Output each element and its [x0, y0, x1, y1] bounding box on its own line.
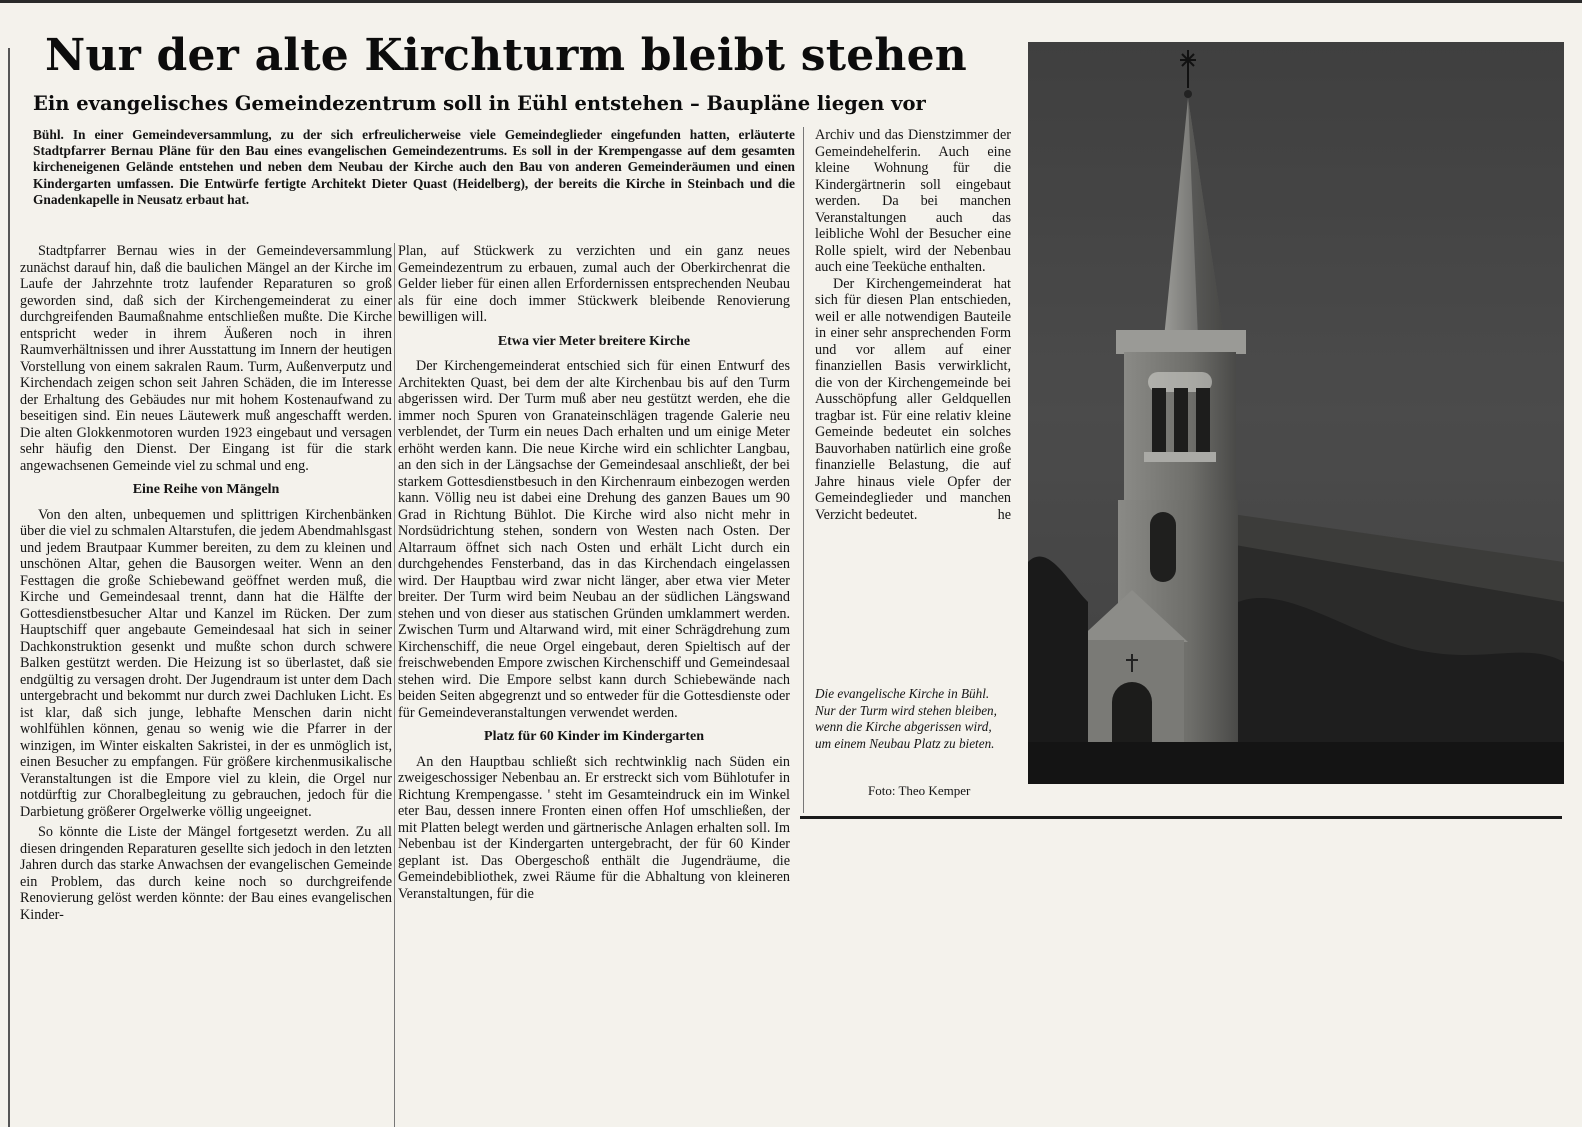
- belfry-window-right: [1196, 388, 1210, 452]
- section-rule: [800, 816, 1562, 819]
- section-heading: Etwa vier Meter breitere Kirche: [497, 333, 691, 349]
- column-divider: [803, 127, 804, 813]
- lead-paragraph: Bühl. In einer Gemeindeversammlung, zu der sich erfreulicherweise viele Gemeindeglieder eingefunden hatten, erläuterte Stadtpfarrer Bernau Pläne für den Bau eines evangelischen Gemeindezentrums. Es soll in der Krempengasse auf dem gesamten kircheneigenen Gelände entstehen und neben dem Neubau der Kirche auch den Bau von anderen Gemeinderäumen und einen Kindergarten umfassen. Die Entwürfe fertigte Architekt Dieter Quast (Heidelberg), der bereits die Kirche in Steinbach und die Gnadenkapelle in Neusatz erbaut hat.: [33, 127, 795, 207]
- paragraph: An den Hauptbau schließt sich rechtwinklig nach Süden ein zweigeschossiger Nebenbau an. Er erstreckt sich vom Bühlotufer in Richtung Krempengasse. ' steht im Gesamteindruck ein im Winkel eter Bau, dessen innere Fronten einen offen Hof umschließen, der mit Platten belegt werden und gärtnerische Anlagen erhalten soll. Im Nebenbau ist der Kindergarten untergebracht, der für 60 Kinder geplant ist. Das Obergeschoß enthält die Jugendräume, die Gemeindebibliothek, zwei Räume für die Abhaltung von kleineren Veranstaltungen, für die: [398, 753, 790, 902]
- author-signature: he: [997, 507, 1011, 523]
- church-illustration: [1028, 42, 1564, 784]
- church-photo: [1028, 42, 1564, 784]
- paragraph: Stadtpfarrer Bernau wies in der Gemeindeversammlung zunächst darauf hin, daß die baulichen Mängel an der Kirche im Laufe der Jahrzehnte trotz laufender Reparaturen so groß geworden sind, daß sich der Kirchengemeinderat zu einer durchgreifenden Baumaßnahme entschließen mußte. Die Kirche entspricht weder in ihrem Äußeren noch in ihren Raumverhältnissen und ihrer Ausstattung im Innern der heutigen Vorstellung von einem sakralen Raum. Turm, Außenverputz und Kirchendach zeigen schon seit Jahren Schäden, die im Interesse der Erhaltung des Gebäudes nur mit hohem Kostenaufwand zu beseitigen sind. Ein neues Läutewerk muß angeschafft werden. Die alten Glokkenmotoren wurden 1923 eingebaut und versagen sehr häufig den Dienst. Der Eingang ist für die stark angewachsenen Gemeinde viel zu schmal und eng.: [20, 243, 392, 474]
- article-column-1: [20, 243, 392, 923]
- photo-credit: Foto: Theo Kemper: [868, 783, 971, 798]
- section-heading: Eine Reihe von Mängeln: [132, 482, 280, 497]
- paragraph: Der Kirchengemeinderat entschied sich für einen Entwurf des Architekten Quast, bei dem der alte Kirchenbau bis auf den Turm abgerissen wird. Der Turm muß aber neu gestützt werden, ehe die immer noch Spuren von Granateinschlägen tragende Galerie neu verblendet, der Turm ein neues Dach erhalten und um einige Meter erhöht werden kann. Die neue Kirche wird ein schlichter Langbau, an den sich in der Längsachse der Gemeindesaal anschließt, der bei starkem Gottesdienstbesuch in den Kirchenraum einbezogen werden kann. Völlig neu ist dabei eine Drehung des ganzen Baues um 90 Grad in Richtung Bühlot. Die Kirche wird also nicht mehr in Nordsüdrichtung stehen, sondern von Westen nach Osten. Der Altarraum öffnet sich nach Osten und erhält Licht durch ein durchgehendes Fensterband, das in das Kirchendach eingelassen wird. Der Hauptbau wird zwar nicht länger, aber etwa vier Meter breiter. Der Turm wird beim Neubau an der südlichen Längswand stehen und von dieser aus statischen Gründen umklammert werden. Zwischen Turm und Altarwand wird, mit einer Schrägdrehung zum Kirchenschiff, die neue Orgel eingebaut, deren Spieltisch auf der freischwebenden Empore zwischen Kirchenschiff und Gemeindesaal stehen wird. Die Empore selbst kann durch Schiebewände nach beiden Seiten abgegrenzt und so entweder für die Gottesdienste oder für Gemeindeveranstaltungen verwendet werden.: [398, 358, 790, 721]
- paragraph: Von den alten, unbequemen und splittrigen Kirchenbänken über die viel zu schmalen Altarstufen, die jedem Abendmahlsgast und jedem Brautpaar Kummer bereiten, zu dem zu kleinen und unschönen Altar, gehen die Bausorgen weiter. Wenn an den Festtagen die große Schiebewand geöffnet werden muß, die Kirche und Gemeindesaal trennt, dann hat die Hälfte der Gottesdienstbesucher Altar und Kanzel im Rücken. Der zum Hauptschiff quer angebaute Gemeindesaal hat sich in seiner Dachkonstruktion gesenkt und mußte schon durch schwere Balken gestützt werden. Die Heizung ist so überlastet, daß sie endgültig zu versagen droht. Der Jugendraum ist unter dem Dach untergebracht und bekommt nur durch zwei Dachluken Licht. Es ist klar, daß sich junge, lebhafte Menschen darin nicht wohlfühlen können, genau so wenig wie die Pfarrer in der winzigen, im Winter eiskalten Sakristei, in der es unmöglich ist, einen Besucher zu empfangen. Für größere kirchenmusikalische Veranstaltungen ist die Empore viel zu klein, die Orgel nur notdürftig zur Choralbegleitung zu gebrauchen, jedoch für die Darbietung größerer Orgelwerke völlig ungeeignet.: [20, 506, 392, 820]
- section-heading: Platz für 60 Kinder im Kindergarten: [484, 729, 704, 744]
- article-column-2: [398, 243, 790, 902]
- belfry-window-mid: [1174, 388, 1188, 452]
- column-divider: [394, 243, 395, 1127]
- top-rule: [0, 0, 1582, 3]
- left-margin-rule: [8, 48, 10, 1127]
- belfry-window-left: [1152, 388, 1166, 452]
- belfry-cornice: [1116, 330, 1246, 354]
- paragraph: So könnte die Liste der Mängel fortgesetzt werden. Zu all diesen dringenden Reparaturen gesellte sich jedoch in den letzten Jahren durch das starke Anwachsen der evangelischen Gemeinde ein Problem, das durch keine noch so durchgreifende Renovierung gelöst werden könnte: der Bau eines evangelischen Kinder-: [20, 824, 392, 923]
- paragraph: Archiv und das Dienstzimmer der Gemeindehelferin. Auch eine kleine Wohnung für die Kindergärtnerin soll eingebaut werden. Da bei manchen Veranstaltungen auch das leibliche Wohl der Besucher eine Rolle spielt, wird der Nebenbau auch eine Teeküche enthalten.: [815, 127, 1011, 275]
- subheadline: Ein evangelisches Gemeindezentrum soll in Eühl entstehen – Baupläne liegen vor: [33, 92, 926, 115]
- headline: Nur der alte Kirchturm bleibt stehen: [45, 30, 967, 81]
- paragraph: Der Kirchengemeinderat hat sich für diesen Plan entschieden, weil er alle notwendigen Bauteile in einer sehr ansprechenden Form und vor allem auf einer finanziellen Basis verwirklicht, die von der Kirchengemeinde bei Ausschöpfung aller Geldquellen tragbar ist. Für eine relativ kleine Gemeinde bedeutet ein solches Bauvorhaben natürlich eine große finanzielle Belastung, die auf Jahre hinaus viele Opfer der Gemeindeglieder und manchen Verzicht bedeutet.: [815, 275, 1011, 523]
- tower-window: [1150, 512, 1176, 582]
- paragraph: Plan, auf Stückwerk zu verzichten und ein ganz neues Gemeindezentrum zu erbauen, zumal auch der Oberkirchenrat die Gelder lieber für einen allen Erfordernissen entsprechenden Neubau als für eine doch immer Stückwerk bleibende Renovierung bewilligen will.: [398, 243, 790, 325]
- article-column-3: [815, 127, 1011, 524]
- photo-caption: Die evangelische Kirche in Bühl. Nur der Turm wird stehen bleiben, wenn die Kirche abgerissen wird, um einem Neubau Platz zu bieten.: [815, 686, 997, 751]
